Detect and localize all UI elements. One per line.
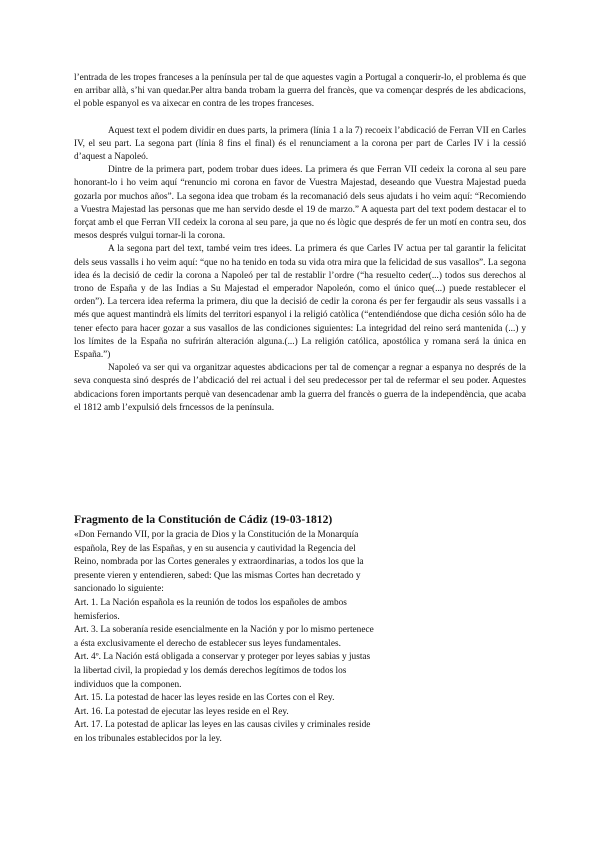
fragment-line: individuos que la componen. [74, 679, 182, 690]
paragraph-structure: Aquest text el podem dividir en dues parts, la primera (línia 1 a la 7) recoeix l’abdicació de Ferran VII en Carles IV, el seu part. La segona part (línia 8 fins el final) és el renunciament a la corona per part de Carles IV i la cessió d’aquest a Napoleó. [74, 125, 526, 163]
fragment-line: la libertad civil, la propiedad y los demás derechos legítimos de todos los [74, 665, 347, 676]
fragment-line: Art. 17. La potestad de aplicar las leyes en las causas civiles y criminales reside [74, 720, 371, 731]
paragraph-intro: l’entrada de les tropes franceses a la península per tal de que aquestes vagin a Portugal a conquerir-lo, el problema és que en arribar allà, s’hi van quedar.Per altra banda trobam la guerra del francès, que va començar després de les abdicacions, el poble espanyol es va aixecar en contra de les tropes franceses. [74, 73, 526, 110]
fragment-line: presente vieren y entendieren, sabed: Que las mismas Cortes han decretado y [74, 570, 361, 581]
fragment-line: hemisferios. [74, 611, 120, 622]
fragment-line: Art. 16. La potestad de ejecutar las leyes reside en el Rey. [74, 706, 289, 717]
fragment-body [74, 529, 454, 747]
paragraph-napoleon: Napoleó va ser qui va organitzar aquestes abdicacions per tal de començar a regnar a espanya no després de la seva conquesta sinó després de l’abdicació del rei actual i del seu predecessor per tal de refermar el seu poder. Aquestes abdicacions foren importants perquè van desencadenar amb la guerra del francès o guerra de la independència, que acaba el 1812 amb l’expulsió dels frncessos de la península. [74, 363, 526, 413]
fragment-line: «Don Fernando VII, por la gracia de Dios y la Constitución de la Monarquía [74, 530, 359, 540]
body-text [74, 72, 526, 415]
paragraph-second-part: A la segona part del text, també veim tres idees. La primera és que Carles IV actua per tal garantir la felicitat dels seus vassalls i ho veim aquí: “que no ha tenido en toda su vida otra mira que la felicidad de sus vasallos”. La segona idea és la decisió de cedir la corona a Napoleó per tal de restablir l’ordre (“ha resuelto ceder(...) todos sus derechos al trono de España y de las Indias a Su Majestad el emperador Napoleón, como el único que(...) puede restablecer el orden”). La tercera idea referma la primera, diu que la decisió de cedir la corona és per fer fergaudir als seus vassalls i a més que aquest mantindrà els límits del territori espanyol i la religió catòlica (“entendiéndose que dicha cesión sólo ha de tener efecto para hacer gozar a sus vasallos de las condiciones siguientes: La integridad del reino será mantenida (...) y los límites de la España no sufrirán alteración alguna.(...) La religión católica, apostólica y romana será la única en España.”) [74, 244, 526, 361]
fragment-title: Fragmento de la Constitución de Cádiz (19-03-1812) [74, 513, 333, 526]
fragment-line: española, Rey de las Españas, y en su ausencia y cautividad la Regencia del [74, 543, 356, 554]
fragment-line: Art. 15. La potestad de hacer las leyes reside en las Cortes con el Rey. [74, 693, 335, 704]
fragment-line: Art. 1. La Nación española es la reunión de todos los españoles de ambos [74, 597, 347, 608]
fragment-line: sancionado lo siguiente: [74, 584, 164, 595]
fragment-line: en los tribunales establecidos por la ley. [74, 733, 222, 744]
fragment-line: Art. 4º. La Nación está obligada a conservar y proteger por leyes sabias y justas [74, 652, 371, 663]
fragment-line: Reino, nombrada por las Cortes generales y extraordinarias, a todos los que la [74, 557, 364, 568]
fragment-line: a ésta exclusivamente el derecho de establecer sus leyes fundamentales. [74, 638, 341, 649]
constitution-fragment [74, 513, 454, 747]
paragraph-first-part: Dintre de la primera part, podem trobar dues idees. La primera és que Ferran VII cedeix la corona al seu pare honorant-lo i ho veim aquí “renuncio mi corona en favor de Vuestra Majestad, deseando que Vuestra Majestad pueda gozarla por muchos años”. La segona idea que trobam és la recomanació dels seus ajudats i ho veim aquí: “Recomiendo a Vuestra Majestad las personas que me han servido desde el 19 de marzo.” A aquesta part del text podem destacar el to forçat amb el que Ferran VII cedeix la corona al seu pare, ja que no és lògic que després de fer un motí en contra seu, dos mesos després vulgui tornar-li la corona. [74, 165, 526, 242]
fragment-line: Art. 3. La soberanía reside esencialmente en la Nación y por lo mismo pertenece [74, 625, 374, 636]
